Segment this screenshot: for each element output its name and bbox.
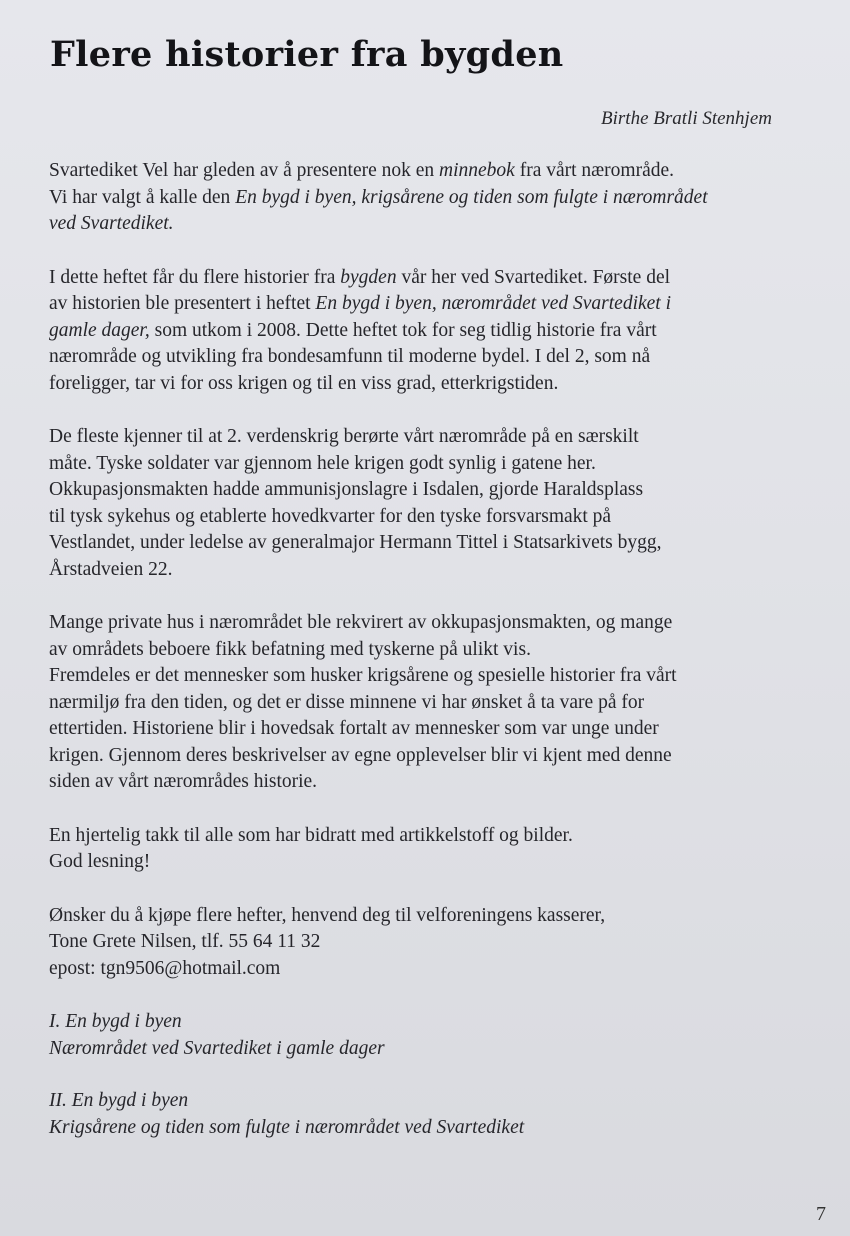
booklet-references — [49, 1009, 794, 1141]
emphasis-text: ved Svartediket. — [49, 213, 174, 234]
article-body — [49, 158, 794, 1167]
paragraph-contact — [49, 903, 794, 983]
author-byline: Birthe Bratli Stenhjem — [601, 108, 772, 129]
text-line: Vestlandet, under ledelse av generalmajor Hermann Tittel i Statsarkivets bygg, — [49, 532, 662, 553]
text-line: Fremdeles er det mennesker som husker krigsårene og spesielle historier fra vårt — [49, 665, 677, 686]
text-run: av historien ble presentert i heftet — [49, 293, 316, 314]
emphasis-text: gamle dager, — [49, 319, 150, 341]
emphasis-text: bygden — [340, 266, 397, 288]
text-line: nærområde og utvikling fra bondesamfunn til moderne bydel. I del 2, som nå — [49, 346, 651, 367]
paragraph-war — [49, 424, 794, 583]
emphasis-text: En bygd i byen, nærområdet ved Svartediket i — [315, 293, 672, 314]
text-line: Okkupasjonsmakten hadde ammunisjonslagre i Isdalen, gjorde Haraldsplass — [49, 479, 644, 500]
booklet-ref-subtitle: Krigsårene og tiden som fulgte i nærområdet ved Svartediket — [49, 1116, 525, 1138]
emphasis-text: En bygd i byen, krigsårene og tiden som fulgte i nærområdet — [235, 186, 708, 208]
text-run: fra vårt nærområde. — [514, 160, 675, 181]
paragraph-history — [49, 265, 794, 398]
text-line: Årstadveien 22. — [49, 558, 173, 580]
text-line — [49, 291, 794, 318]
paragraph-thanks — [49, 823, 794, 876]
text-line: De fleste kjenner til at 2. verdenskrig berørte vårt nærområde på en særskilt — [49, 426, 639, 447]
page-number: 7 — [816, 1203, 826, 1225]
paragraph-intro — [49, 158, 794, 238]
text-line: krigen. Gjennom deres beskrivelser av egne opplevelser blir vi kjent med denne — [49, 744, 672, 766]
text-line: siden av vårt nærområdes historie. — [49, 771, 318, 792]
text-line: ettertiden. Historiene blir i hovedsak fortalt av mennesker som var unge under — [49, 718, 659, 739]
booklet-ref-2 — [49, 1088, 794, 1141]
text-line: Ønsker du å kjøpe flere hefter, henvend deg til velforeningens kasserer, — [49, 904, 606, 926]
contact-name: Tone Grete Nilsen, tlf. 55 64 11 32 — [49, 931, 321, 952]
page-title: Flere historier fra bygden — [50, 34, 564, 75]
booklet-ref-title: II. En bygd i byen — [49, 1090, 189, 1111]
text-line: til tysk sykehus og etablerte hovedkvarter for den tyske forsvarsmakt på — [49, 505, 612, 527]
text-line — [49, 158, 794, 185]
text-line: nærmiljø fra den tiden, og det er disse minnene vi har ønsket å ta vare på for — [49, 691, 645, 713]
text-run: vår her ved Svartediket. Første del — [396, 266, 671, 288]
emphasis-text: minnebok — [439, 160, 515, 181]
text-line: God lesning! — [49, 851, 151, 872]
text-line: av områdets beboere fikk befatning med tyskerne på ulikt vis. — [49, 638, 531, 660]
text-line: En hjertelig takk til alle som har bidratt med artikkelstoff og bilder. — [49, 824, 573, 846]
text-run: som utkom i 2008. Dette heftet tok for seg tidlig historie fra vårt — [149, 319, 657, 341]
booklet-ref-1 — [49, 1009, 794, 1062]
text-run: Vi har valgt å kalle den — [49, 186, 236, 208]
text-run: Svartediket Vel har gleden av å presentere nok en — [49, 160, 440, 181]
booklet-ref-subtitle: Nærområdet ved Svartediket i gamle dager — [49, 1037, 385, 1059]
text-run: I dette heftet får du flere historier fra — [49, 266, 341, 288]
paragraph-memories — [49, 610, 794, 796]
booklet-ref-title: I. En bygd i byen — [49, 1011, 182, 1032]
text-line: foreligger, tar vi for oss krigen og til en viss grad, etterkrigstiden. — [49, 372, 559, 394]
text-line — [49, 211, 794, 238]
text-line — [49, 265, 794, 292]
text-line — [49, 185, 794, 212]
text-line: Mange private hus i nærområdet ble rekvirert av okkupasjonsmakten, og mange — [49, 612, 673, 633]
contact-email: epost: tgn9506@hotmail.com — [49, 957, 281, 979]
text-line — [49, 318, 794, 345]
text-line: måte. Tyske soldater var gjennom hele krigen godt synlig i gatene her. — [49, 452, 596, 474]
